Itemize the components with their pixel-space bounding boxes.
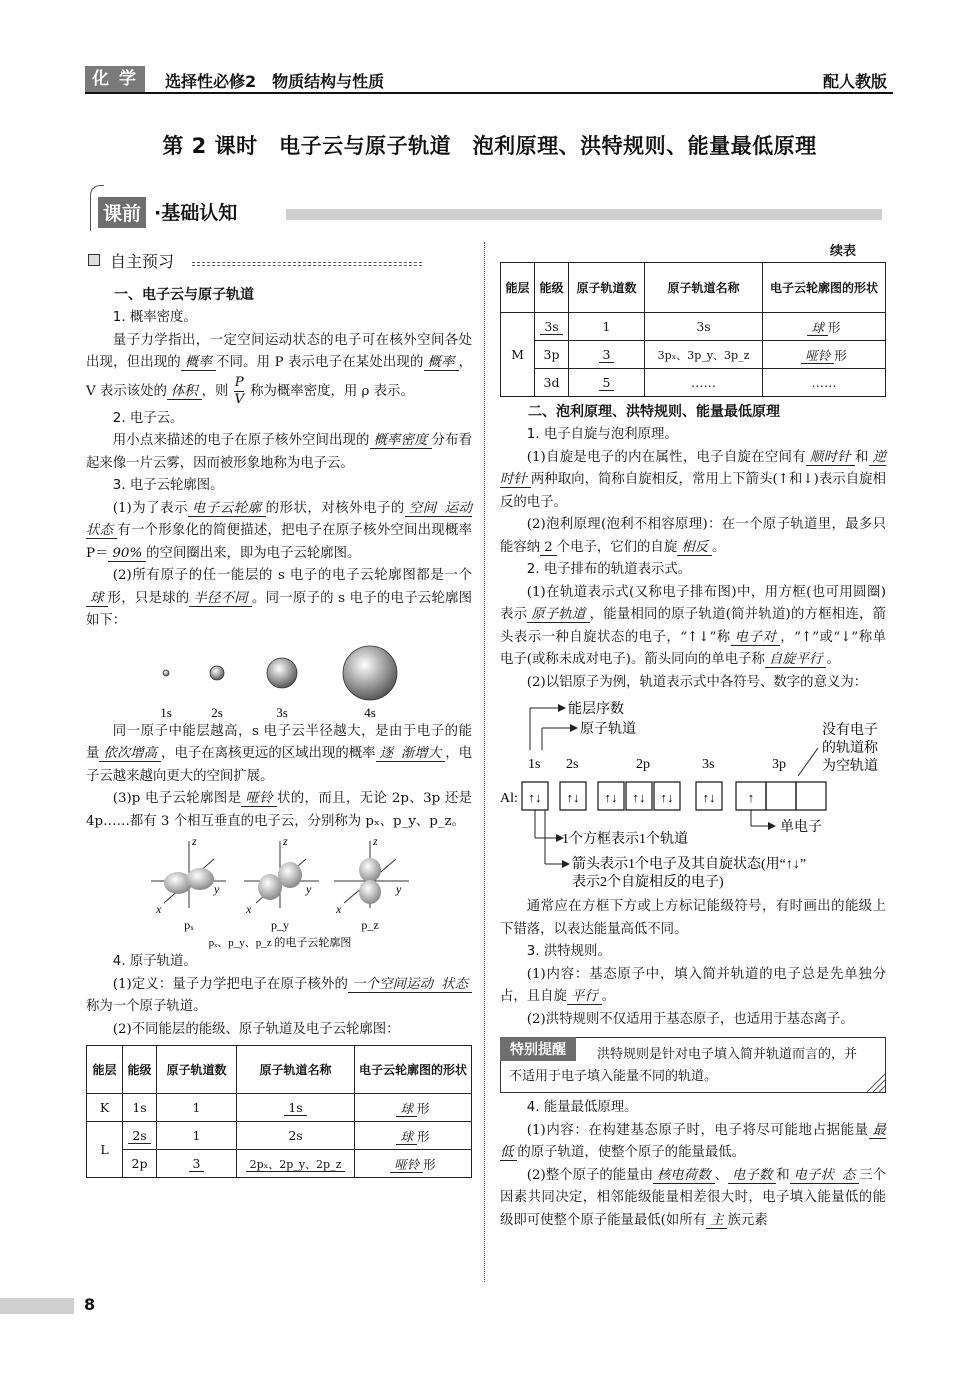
table-row: 2p 3 2pₓ、2p_y、2p_z 哑铃 形	[87, 1150, 472, 1178]
p-cloud: 用小点来描述的电子在原子核外空间出现的 概率密度 分布看起来像一片云雾，因而被形象地称为电子云。	[86, 433, 473, 471]
p-p-orbital: (3)p 电子云轮廓图是 哑铃 状的，而且，无论 2p、3p 还是 4p……都有 3 个相互垂直的电子云，分别称为 pₓ、p_y、p_z。	[86, 791, 473, 829]
tip-corner-hatch	[863, 1070, 885, 1092]
table-continued: 续表	[829, 244, 856, 259]
pz-orbital	[334, 834, 409, 916]
label-pz: p_z	[361, 918, 379, 932]
svg-text:1s: 1s	[528, 757, 541, 772]
r-s3-title: 3. 洪特规则。	[526, 944, 611, 959]
fraction: $\frac{P}{V}$	[234, 374, 245, 407]
left-column	[86, 248, 472, 1178]
th-name: 原子轨道名称	[237, 1046, 355, 1094]
svg-text:↑: ↑	[747, 790, 755, 805]
sphere-4s	[343, 646, 397, 700]
orbital-table-1	[86, 1045, 472, 1178]
h-pauli: 二、泡利原理、洪特规则、能量最低原理	[528, 404, 780, 420]
th-count: 原子轨道数	[157, 1046, 237, 1094]
p-lowest-2: (2)整个原子的能量由 核电荷数 、 电子数 和 电子状 态 三个因素共同决定，相邻能级能量相差很大时，电子填入能量低的能级即可使整个原子能量最低(如所有 主 族元素	[500, 1167, 887, 1228]
th-layer: 能层	[87, 1046, 123, 1094]
svg-text:x: x	[336, 902, 342, 916]
p-pauli: (2)泡利原理(泡利不相容原理)：在一个原子轨道里，最多只能容纳 2 个电子，它们的自旋 相反 。	[500, 517, 886, 555]
banner-title: ·基础认知	[154, 202, 238, 224]
footer-bar	[0, 1298, 74, 1314]
svg-text:y: y	[396, 882, 402, 896]
preview-heading	[86, 248, 472, 274]
label-py: p_y	[271, 918, 289, 932]
svg-text:原子轨道: 原子轨道	[580, 722, 636, 737]
p-orbital-figure	[86, 833, 472, 951]
s4-title: 4. 原子轨道。	[112, 954, 197, 969]
py-orbital	[244, 834, 319, 916]
tip-box	[500, 1037, 886, 1093]
svg-text:能层序数: 能层序数	[568, 702, 624, 717]
svg-text:↑↓: ↑↓	[566, 790, 580, 805]
th-shape: 电子云轮廓图的形状	[355, 1046, 472, 1094]
p-orbital-table-intro: (2)不同能层的能级、原子轨道及电子云轮廓图：	[112, 1021, 400, 1037]
svg-text:Al:: Al:	[500, 791, 518, 806]
svg-text:↑↓: ↑↓	[528, 790, 542, 805]
svg-text:为空轨道: 为空轨道	[822, 759, 878, 774]
svg-text:z: z	[373, 834, 378, 848]
svg-text:箭头表示1个电子及其自旋状态(用“↑↓”: 箭头表示1个电子及其自旋状态(用“↑↓”	[572, 857, 807, 872]
p-contour-1: (1)为了表示 电子云轮廓 的形状，对核外电子的 空间 运动状态 有一个形象化的简便描述，把电子在原子核外空间出现概率 P＝ 90% 的空间圈出来，即为电子云轮廓图。	[86, 500, 473, 561]
svg-text:y: y	[214, 882, 220, 896]
orbital-table-2: 能层 能级 原子轨道数 原子轨道名称 电子云轮廓图的形状 M 3s 1 3s 球 形 3p 3 3pₓ、3p_y、3p_z 哑铃 形 3d 5 …… ……	[500, 262, 886, 397]
p-hund-1: (1)内容：基态原子中，填入简并轨道的电子总是先单独分占，且自旋 平行 。	[500, 966, 886, 1004]
page-title: 第 2 课时 电子云与原子轨道 泡利原理、洪特规则、能量最低原理	[162, 134, 817, 158]
r-s1-title: 1. 电子自旋与泡利原理。	[526, 427, 678, 442]
al-orbital-diagram	[500, 698, 886, 890]
p-diagram-def: (1)在轨道表示式(又称电子排布图)中，用方框(也可用圆圈)表示 原子轨道 ，能量相同的原子轨道(简并轨道)的方框相连，箭头表示一种自旋状态的电子，“↑↓”称 电子对 ，“↑”或“↓”称单电子(或称未成对电子)。箭头同向的单电子称 自旋平行 。	[500, 584, 887, 667]
h-electron-cloud: 一、电子云与原子轨道	[114, 287, 254, 303]
s3-title: 3. 电子云轮廓图。	[112, 478, 224, 493]
p-lowest-1: (1)内容：在构建基态原子时，电子将尽可能地占据能量 最低 的原子轨道，使整个原子的能量最低。	[500, 1122, 886, 1160]
section-banner	[90, 185, 885, 233]
sphere-3s	[267, 658, 297, 688]
table-row: M 3s 1 3s 球 形	[501, 313, 886, 341]
label-2s: 2s	[211, 704, 223, 720]
sphere-1s	[163, 670, 169, 676]
label-3s: 3s	[276, 704, 288, 720]
tip-text: 洪特规则是针对电子填入简并轨道而言的，并不适用于电子填入能量不同的轨道。	[509, 1047, 858, 1084]
s-orbital-figure	[86, 633, 472, 721]
s1-title: 1. 概率密度。	[112, 310, 197, 325]
svg-text:单电子: 单电子	[780, 820, 822, 835]
p-contour-2: (2)所有原子的任一能层的 s 电子的电子云轮廓图都是一个球 形，只是球的 半径不同 。同一原子的 s 电子的电子云轮廓图如下：	[86, 568, 473, 628]
svg-text:x: x	[246, 902, 252, 916]
svg-text:3p: 3p	[772, 757, 786, 772]
p-level-mark: 通常应在方框下方或上方标记能级符号，有时画出的能级上下错落，以表达能量高低不同。	[500, 899, 886, 937]
label-1s: 1s	[160, 704, 172, 720]
r-s2-title: 2. 电子排布的轨道表示式。	[526, 562, 692, 577]
page-number: 8	[84, 1295, 96, 1314]
table-row: 3d 5 …… ……	[501, 369, 886, 397]
preview-label: 自主预习	[110, 252, 175, 271]
svg-text:2p: 2p	[636, 757, 650, 772]
svg-text:↑↓: ↑↓	[632, 790, 646, 805]
svg-text:没有电子: 没有电子	[822, 723, 878, 738]
header-edition: 配人教版	[822, 72, 887, 91]
svg-text:x: x	[156, 902, 162, 916]
svg-text:z: z	[192, 834, 197, 848]
banner-tag: 课前	[98, 197, 146, 228]
label-4s: 4s	[364, 704, 376, 720]
svg-text:2s: 2s	[566, 757, 579, 772]
r-s4-title: 4. 能量最低原理。	[526, 1100, 638, 1115]
th-level: 能级	[123, 1046, 157, 1094]
svg-text:1个方框表示1个轨道: 1个方框表示1个轨道	[562, 832, 688, 847]
preview-rule	[192, 262, 422, 266]
banner-rule	[286, 209, 882, 220]
sphere-2s	[210, 666, 224, 680]
right-column	[500, 240, 886, 1232]
svg-text:z: z	[283, 834, 288, 848]
svg-text:表示2个自旋相反的电子): 表示2个自旋相反的电子)	[572, 875, 724, 890]
label-px: pₓ	[184, 918, 194, 932]
header-bar	[85, 66, 893, 94]
svg-text:y: y	[306, 882, 312, 896]
p-spin: (1)自旋是电子的内在属性，电子自旋在空间有 顺时针 和 逆时针 两种取向，简称自旋相反，常用上下箭头(↑和↓)表示自旋相反的电子。	[500, 449, 887, 510]
svg-text:↑↓: ↑↓	[604, 790, 618, 805]
svg-text:↑↓: ↑↓	[660, 790, 674, 805]
svg-text:3s: 3s	[702, 757, 715, 772]
s2-title: 2. 电子云。	[112, 410, 184, 426]
p-energy: 同一原子中能层越高，s 电子云半径越大，是由于电子的能量 依次增高 ，电子在离核更远的区域出现的概率 逐 渐增大 ，电子云越来越向更大的空间扩展。	[86, 723, 473, 784]
checkbox-icon	[88, 254, 100, 266]
header-book: 选择性必修2 物质结构与性质	[165, 72, 385, 91]
column-divider	[484, 242, 485, 1282]
svg-text:的轨道称: 的轨道称	[822, 741, 878, 756]
p-probability: 量子力学指出，一定空间运动状态的电子可在核外空间各处出现，但出现的 概率 不同。用 P 表示电子在某处出现的 概率 ，V 表示该处的 体积 ，则 $\frac{P}{V}$ 称为概率密度，用 ρ 表示。	[86, 332, 473, 407]
header-subject: 化 学	[85, 66, 145, 92]
px-orbital	[151, 834, 226, 916]
table-row: K 1s 1 1s 球 形	[87, 1094, 472, 1122]
p-al-intro: (2)以铝原子为例，轨道表示式中各符号、数字的意义为：	[526, 674, 868, 690]
tip-label: 特别提醒	[500, 1037, 576, 1061]
table-row: L 2s 1 2s 球 形	[87, 1122, 472, 1150]
p-caption: pₓ、p_y、p_z 的电子云轮廓图	[208, 937, 352, 949]
table-row: 3p 3 3pₓ、3p_y、3p_z 哑铃 形	[501, 341, 886, 369]
svg-text:↑↓: ↑↓	[702, 790, 716, 805]
p-hund-2: (2)洪特规则不仅适用于基态原子，也适用于基态离子。	[526, 1011, 854, 1027]
p-orbital-def: (1)定义：量子力学把电子在原子核外的 一个空间运动 状态称为一个原子轨道。	[86, 974, 472, 1019]
